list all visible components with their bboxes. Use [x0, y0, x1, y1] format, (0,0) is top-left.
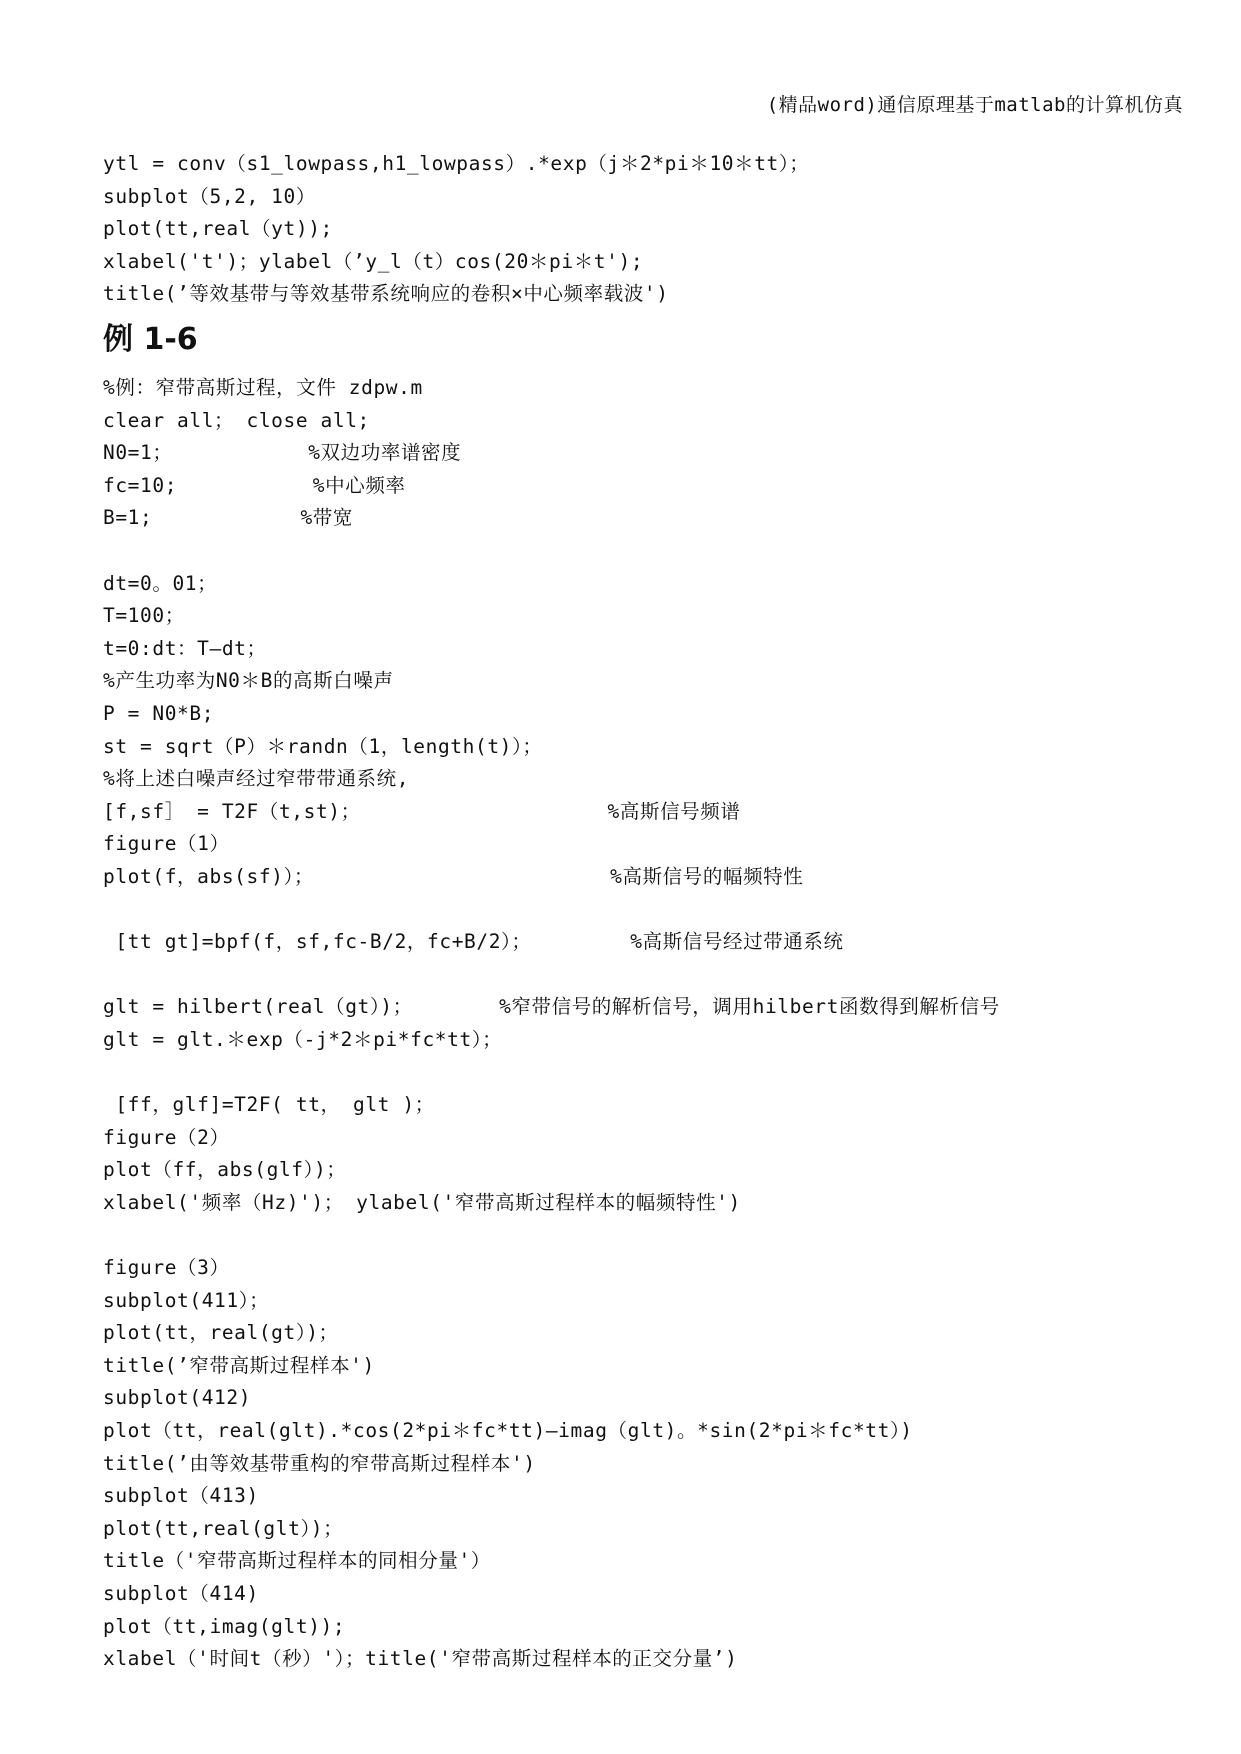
code-line: subplot（5,2, 10）	[103, 184, 316, 208]
code-line	[103, 1219, 1000, 1252]
code-line: %将上述白噪声经过窄带带通系统,	[103, 767, 410, 791]
code-line	[103, 535, 1000, 568]
code-line: T=100；	[103, 604, 185, 628]
code-line: t=0:dt：T—dt；	[103, 636, 267, 660]
code-line	[103, 1056, 1000, 1089]
code-line: subplot(411）；	[103, 1288, 270, 1312]
code-line: [f,sf］ = T2F（t,st)； %高斯信号频谱	[103, 799, 741, 823]
code-line: figure（2）	[103, 1125, 230, 1149]
code-line: B=1; %带宽	[103, 506, 353, 530]
code-line: glt = glt.＊exp（-j*2＊pi*fc*tt）；	[103, 1027, 503, 1051]
code-line: xlabel('频率（Hz)')； ylabel('窄带高斯过程样本的幅频特性')	[103, 1190, 741, 1214]
code-line: xlabel('t')；ylabel（’y_l（t）cos(20＊pi＊t');	[103, 249, 644, 273]
code-line: plot（tt,imag(glt));	[103, 1614, 346, 1638]
code-line: glt = hilbert(real（gt）)； %窄带信号的解析信号，调用hilbert函数得到解析信号	[103, 995, 1000, 1019]
code-line: subplot(412)	[103, 1386, 252, 1410]
code-line	[103, 894, 1000, 927]
code-line: [tt gt]=bpf(f，sf,fc-B/2，fc+B/2）； %高斯信号经过带通系统	[103, 930, 844, 954]
code-line: subplot（414)	[103, 1581, 259, 1605]
code-line: plot（tt，real(glt).*cos(2*pi＊fc*tt)—imag（glt)。*sin(2*pi＊fc*tt）)	[103, 1419, 913, 1442]
code-line: subplot（413)	[103, 1484, 259, 1508]
code-block-main	[103, 372, 1000, 1676]
code-line: dt=0。01；	[103, 571, 218, 595]
code-line: title（'窄带高斯过程样本的同相分量'）	[103, 1549, 491, 1573]
code-line: title(’由等效基带重构的窄带高斯过程样本')	[103, 1451, 536, 1475]
code-line: plot（ff，abs(glf）)；	[103, 1158, 347, 1182]
code-line: xlabel（'时间t（秒）'）；title('窄带高斯过程样本的正交分量’)	[103, 1647, 738, 1671]
code-line: figure（1）	[103, 832, 230, 856]
page-header: (精品word)通信原理基于matlab的计算机仿真	[766, 94, 1183, 116]
code-line: [ff，glf]=T2F( tt， glt )；	[103, 1093, 435, 1117]
code-line: st = sqrt（P）＊randn（1，length(t)）；	[103, 734, 543, 758]
code-block-top	[103, 148, 809, 311]
code-line: title(’等效基带与等效基带系统响应的卷积×中心频率载波')	[103, 282, 669, 306]
section-heading: 例 1-6	[103, 322, 198, 357]
code-line: plot(tt,real(glt）)；	[103, 1516, 344, 1540]
code-line: fc=10; %中心频率	[103, 473, 406, 497]
code-line: plot(f，abs(sf)）； %高斯信号的幅频特性	[103, 864, 804, 888]
code-line: ytl = conv（s1_lowpass,h1_lowpass）.*exp（j＊2*pi＊10＊tt）；	[103, 152, 810, 175]
code-line: N0=1； %双边功率谱密度	[103, 441, 462, 465]
code-line: clear all； close all;	[103, 408, 370, 432]
code-line: title(’窄带高斯过程样本')	[103, 1353, 375, 1377]
code-line: P = N0*B;	[103, 701, 215, 725]
code-line: figure（3）	[103, 1256, 230, 1280]
code-line	[103, 959, 1000, 992]
code-line: %例：窄带高斯过程，文件 zdpw.m	[103, 376, 423, 399]
code-line: plot(tt，real(gt）)；	[103, 1321, 339, 1345]
code-line: plot(tt,real（yt));	[103, 217, 333, 241]
code-line: %产生功率为N0＊B的高斯白噪声	[103, 669, 394, 693]
